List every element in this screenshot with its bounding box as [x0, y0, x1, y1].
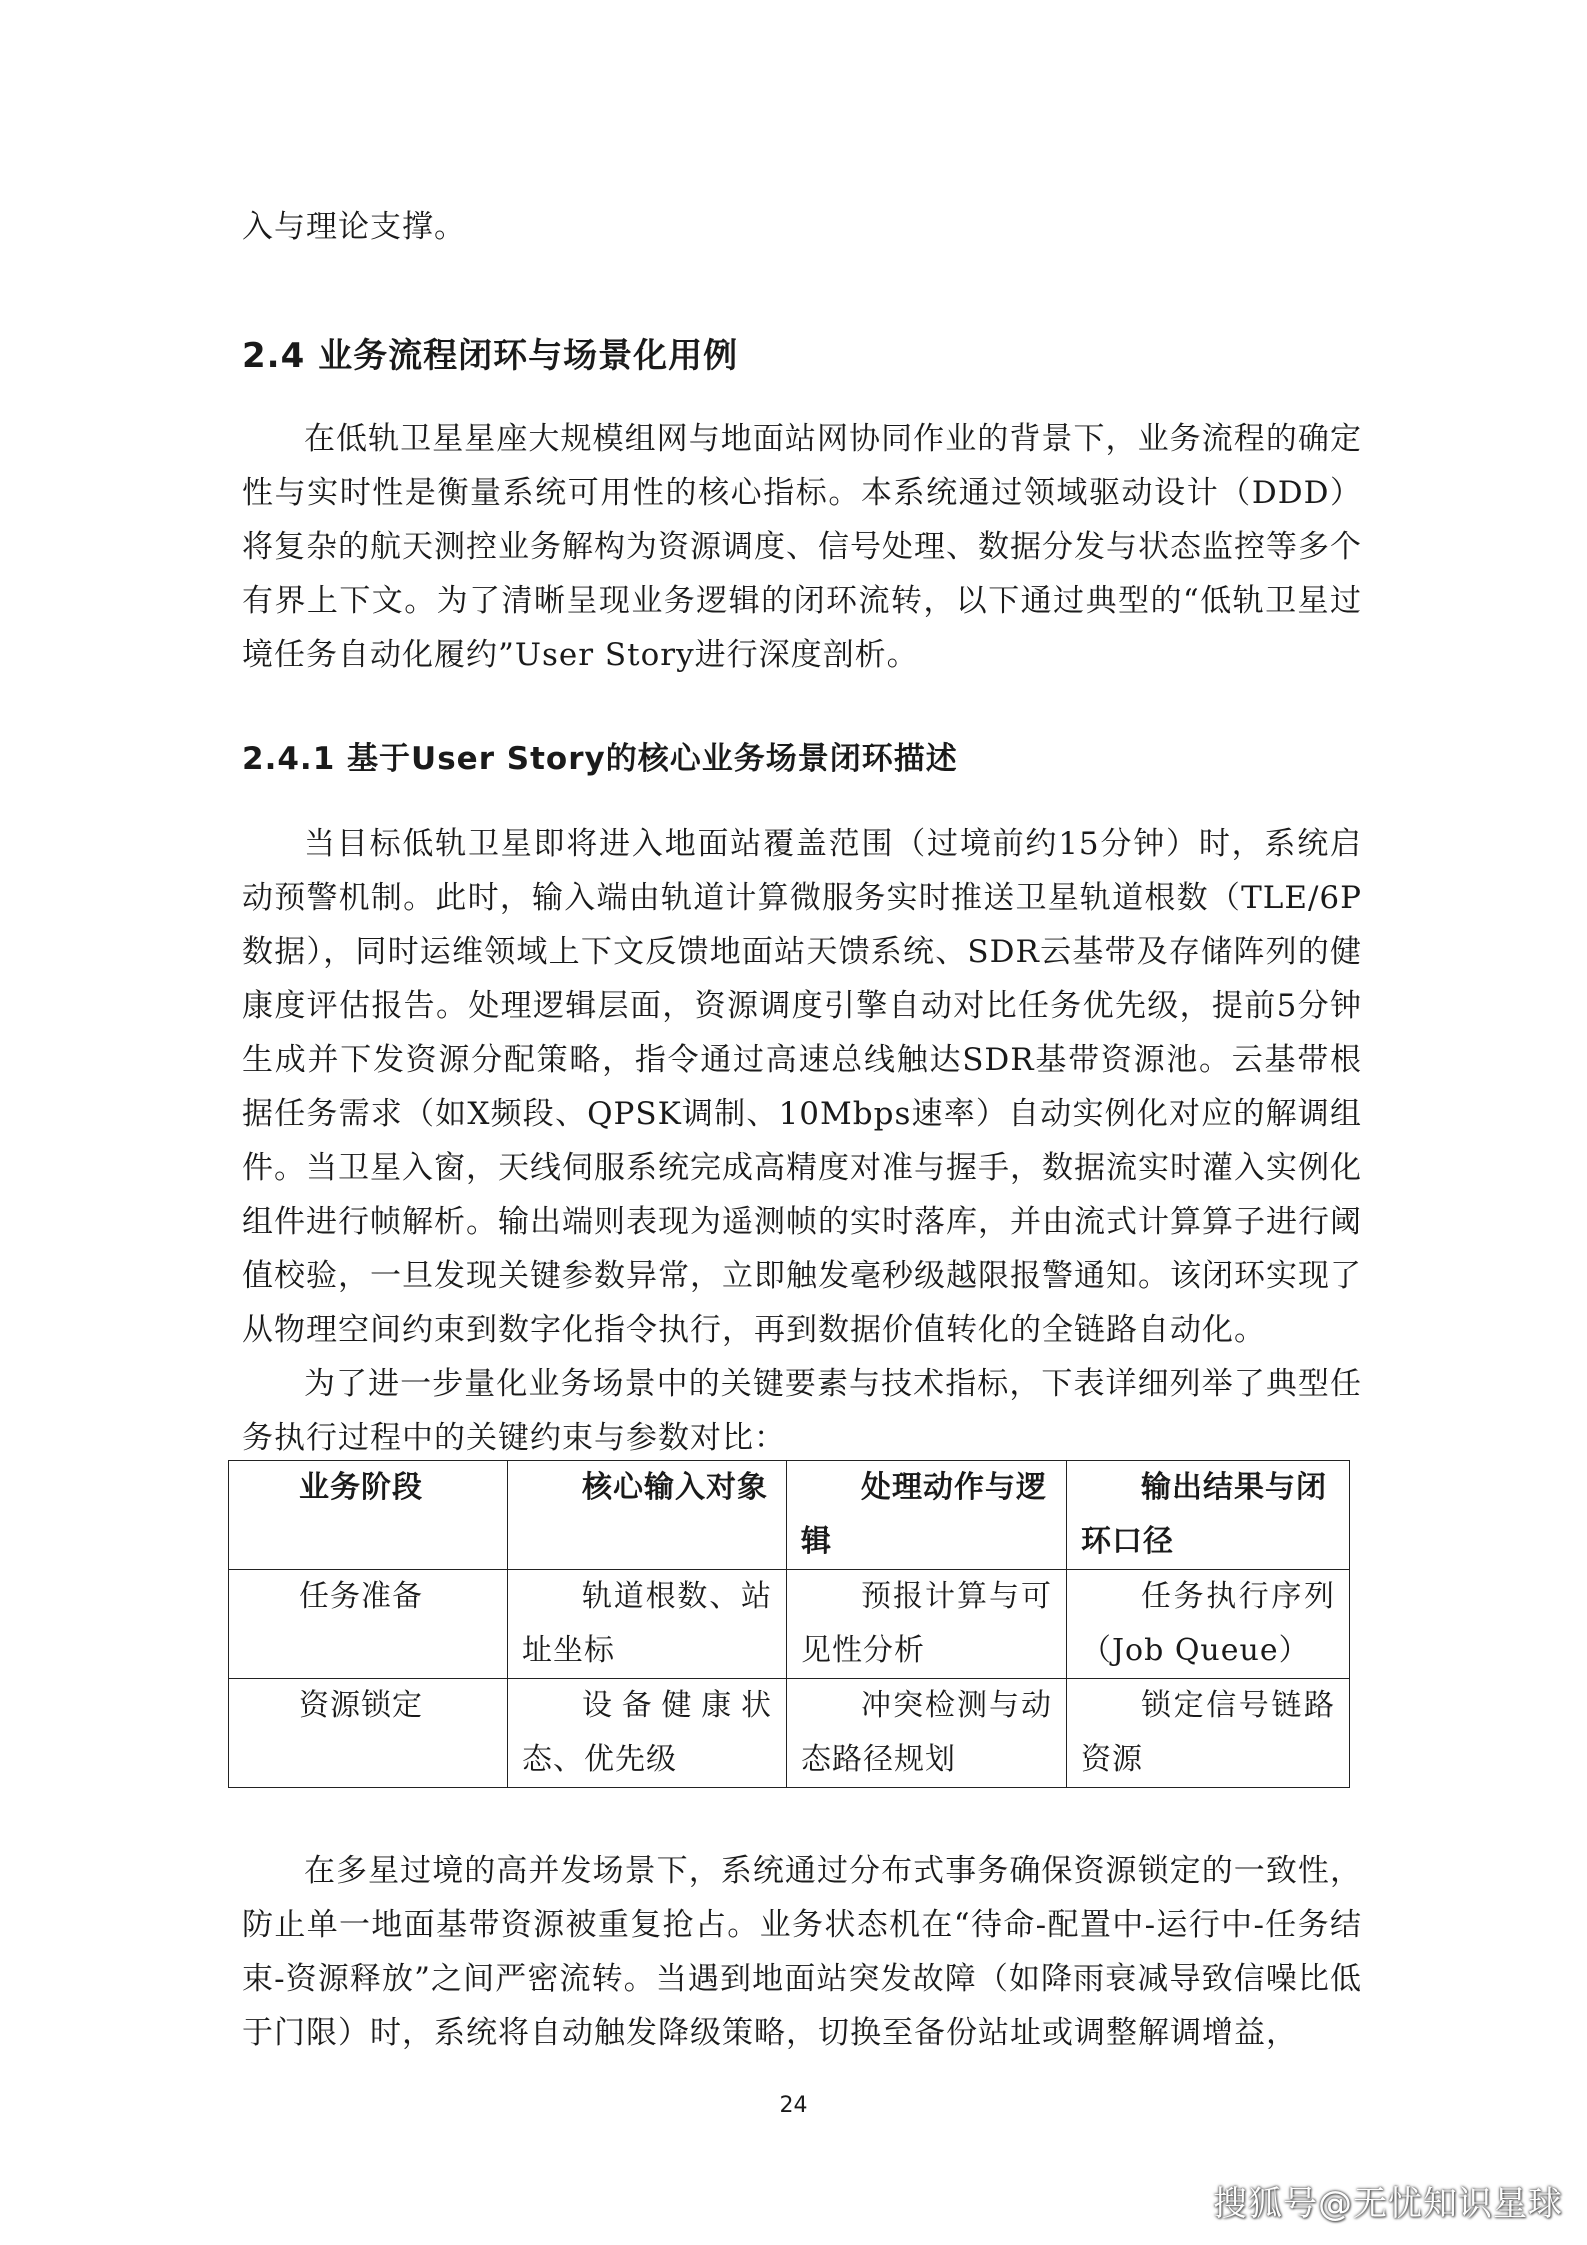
table-header-cell: 输出结果与闭环口径	[1067, 1461, 1350, 1570]
table-header-cell: 业务阶段	[229, 1461, 508, 1570]
scenario-paragraph: 当目标低轨卫星即将进入地面站覆盖范围（过境前约15分钟）时，系统启动预警机制。此时，输入端由轨道计算微服务实时推送卫星轨道根数（TLE/6P数据），同时运维领域上下文反馈地面站天馈系统、SDR云基带及存储阵列的健康度评估报告。处理逻辑层面，资源调度引擎自动对比任务优先级，提前5分钟生成并下发资源分配策略，指令通过高速总线触达SDR基带资源池。云基带根据任务需求（如X频段、QPSK调制、10Mbps速率）自动实例化对应的解调组件。当卫星入窗，天线伺服系统完成高精度对准与握手，数据流实时灌入实例化组件进行帧解析。输出端则表现为遥测帧的实时落库，并由流式计算算子进行阈值校验，一旦发现关键参数异常，立即触发毫秒级越限报警通知。该闭环实现了从物理空间约束到数字化指令执行，再到数据价值转化的全链路自动化。	[242, 826, 1362, 1348]
table-cell: 设备健康状态、优先级	[508, 1679, 787, 1788]
table-cell: 任务准备	[229, 1570, 508, 1679]
table-cell: 资源锁定	[229, 1679, 508, 1788]
table-cell: 任务执行序列（Job Queue）	[1067, 1570, 1350, 1679]
continued-paragraph-fragment: 入与理论支撑。	[242, 209, 466, 245]
table-cell: 预报计算与可见性分析	[787, 1570, 1067, 1679]
subsection-heading: 2.4.1 基于User Story的核心业务场景闭环描述	[242, 741, 958, 777]
section-intro-paragraph: 在低轨卫星星座大规模组网与地面站网协同作业的背景下，业务流程的确定性与实时性是衡量系统可用性的核心指标。本系统通过领域驱动设计（DDD）将复杂的航天测控业务解构为资源调度、信号处理、数据分发与状态监控等多个有界上下文。为了清晰呈现业务逻辑的闭环流转，以下通过典型的“低轨卫星过境任务自动化履约”User Story进行深度剖析。	[242, 421, 1362, 673]
table-intro-paragraph: 为了进一步量化业务场景中的关键要素与技术指标，下表详细列举了典型任务执行过程中的关键约束与参数对比：	[242, 1366, 1362, 1456]
section-heading: 2.4 业务流程闭环与场景化用例	[242, 336, 739, 376]
table-cell: 锁定信号链路资源	[1067, 1679, 1350, 1788]
closing-paragraph: 在多星过境的高并发场景下，系统通过分布式事务确保资源锁定的一致性，防止单一地面基带资源被重复抢占。业务状态机在“待命-配置中-运行中-任务结束-资源释放”之间严密流转。当遇到地面站突发故障（如降雨衰减导致信噪比低于门限）时，系统将自动触发降级策略，切换至备份站址或调整解调增益，	[242, 1853, 1362, 2051]
table-header-cell: 处理动作与逻辑	[787, 1461, 1067, 1570]
table-cell: 冲突检测与动态路径规划	[787, 1679, 1067, 1788]
business-stage-table	[228, 1460, 1350, 1788]
table-row	[229, 1679, 1350, 1788]
page-number: 24	[779, 2093, 808, 2118]
table-header-cell: 核心输入对象	[508, 1461, 787, 1570]
watermark-text: 搜狐号@无忧知识星球	[1213, 2184, 1563, 2224]
table-row	[229, 1570, 1350, 1679]
table-header-row	[229, 1461, 1350, 1570]
table-cell: 轨道根数、站址坐标	[508, 1570, 787, 1679]
